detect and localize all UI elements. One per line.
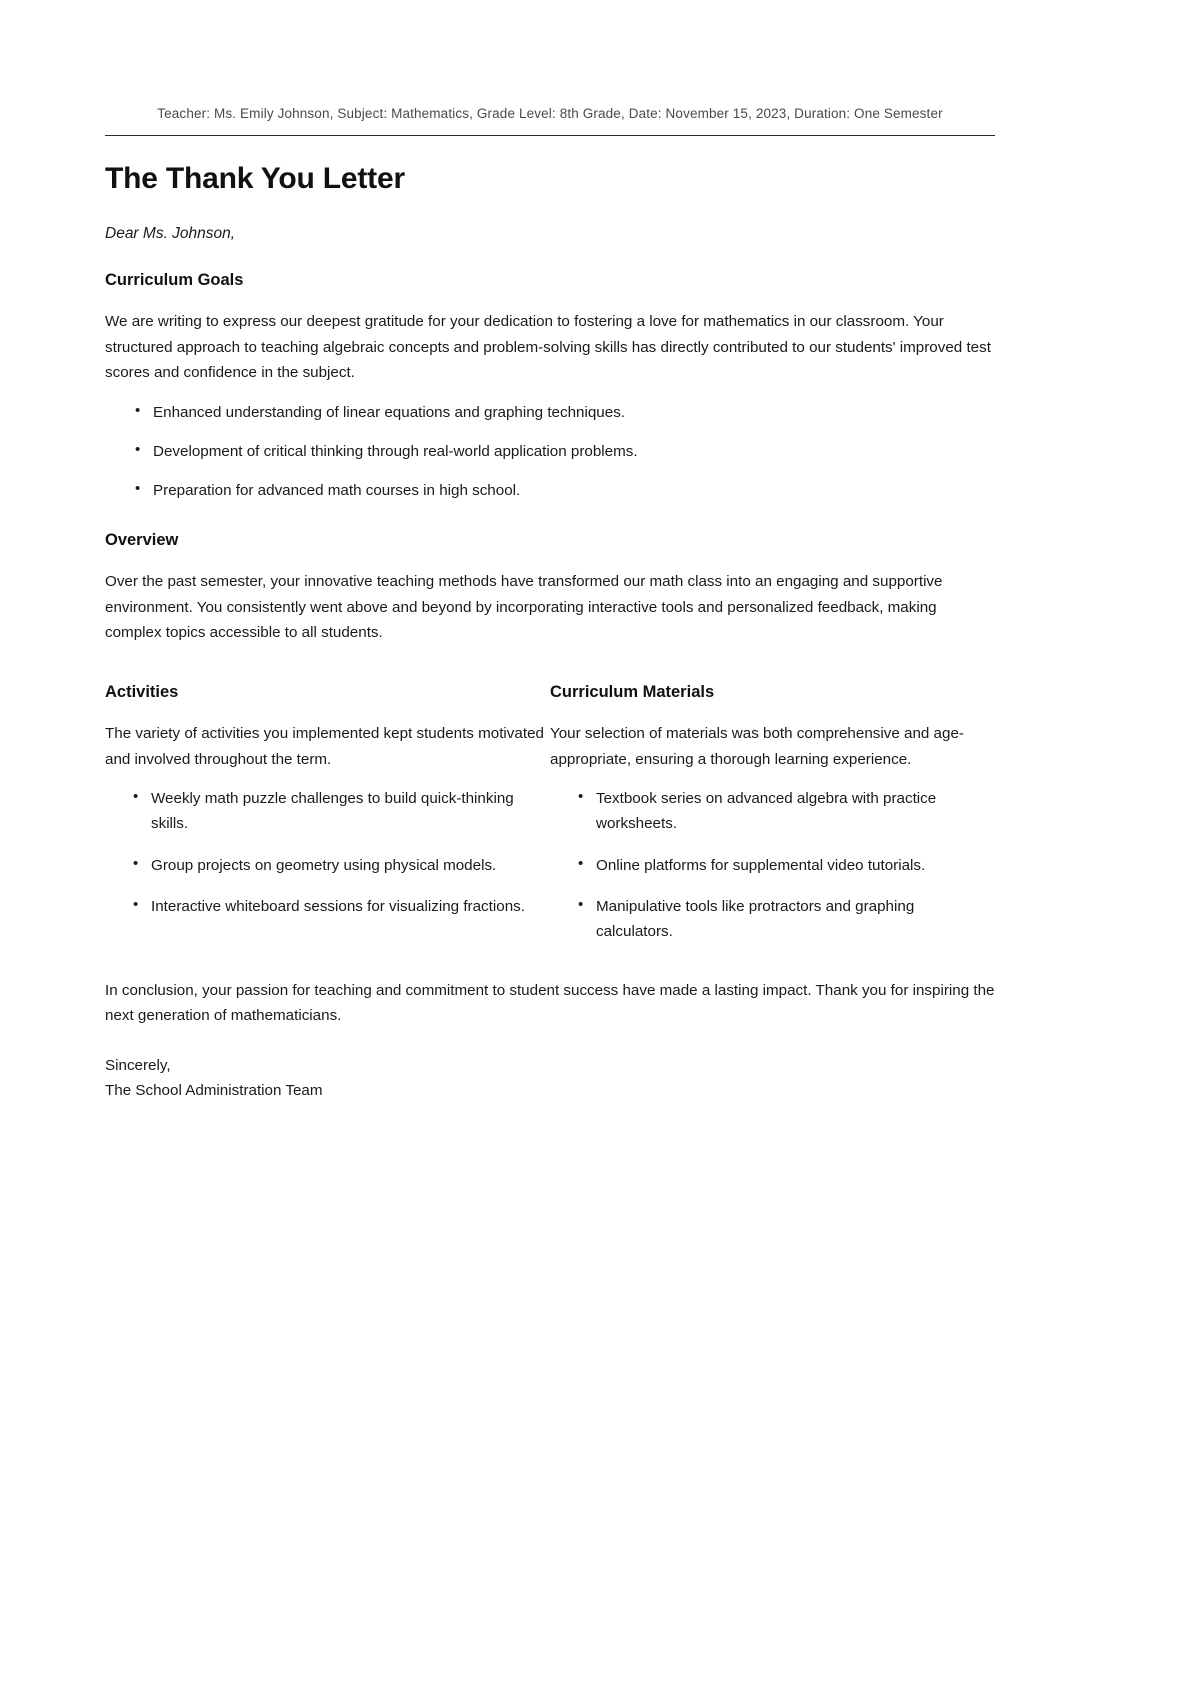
- column-activities: [105, 682, 550, 960]
- list-item: • Online platforms for supplemental video tutorials.: [578, 853, 995, 878]
- section-paragraph-curriculum-materials: Your selection of materials was both comprehensive and age-appropriate, ensuring a thorough learning experience.: [550, 725, 964, 768]
- list-item: • Manipulative tools like protractors and graphing calculators.: [578, 894, 995, 944]
- two-column-section: [105, 682, 995, 960]
- list-item: • Enhanced understanding of linear equations and graphing techniques.: [135, 400, 995, 425]
- bullet-list-curriculum-goals: [105, 400, 995, 503]
- sign-off-signer: The School Administration Team: [105, 1082, 323, 1100]
- column-curriculum-materials: [550, 682, 995, 960]
- list-item: • Textbook series on advanced algebra with practice worksheets.: [578, 786, 995, 836]
- section-heading-activities: Activities: [105, 682, 179, 701]
- section-heading-curriculum-materials: Curriculum Materials: [550, 682, 715, 701]
- list-item: • Interactive whiteboard sessions for visualizing fractions.: [133, 894, 550, 919]
- bullet-list-activities: [105, 786, 550, 918]
- section-paragraph-activities: The variety of activities you implemented kept students motivated and involved throughout the term.: [105, 725, 544, 768]
- document-content: [105, 0, 995, 1104]
- list-item: • Development of critical thinking through real-world application problems.: [135, 439, 995, 464]
- bullet-list-curriculum-materials: [550, 786, 995, 943]
- list-item: • Weekly math puzzle challenges to build quick-thinking skills.: [133, 786, 550, 836]
- document-metadata-line: Teacher: Ms. Emily Johnson, Subject: Mathematics, Grade Level: 8th Grade, Date: November 15, 2023, Duration: One Semester: [157, 106, 943, 121]
- section-heading-curriculum-goals: Curriculum Goals: [105, 270, 244, 289]
- salutation: Dear Ms. Johnson,: [105, 224, 236, 242]
- header-divider: [105, 135, 995, 136]
- list-item: • Preparation for advanced math courses in high school.: [135, 478, 995, 503]
- section-paragraph-curriculum-goals: We are writing to express our deepest gratitude for your dedication to fostering a love for mathematics in our classroom. Your structured approach to teaching algebraic concepts and problem-solving skills has directly contributed to our students' improved test scores and confidence in the subject.: [105, 312, 991, 382]
- page-title: The Thank You Letter: [105, 161, 405, 195]
- sign-off-closing: Sincerely,: [105, 1056, 171, 1074]
- list-item: • Group projects on geometry using physical models.: [133, 853, 550, 878]
- conclusion-paragraph: In conclusion, your passion for teaching and commitment to student success have made a lasting impact. Thank you for inspiring the next generation of mathematicians.: [105, 981, 995, 1025]
- section-heading-overview: Overview: [105, 530, 179, 549]
- signature-block: [105, 1053, 995, 1104]
- section-paragraph-overview: Over the past semester, your innovative teaching methods have transformed our math class into an engaging and supportive environment. You consistently went above and beyond by incorporating interactive tools and personalized feedback, making complex topics accessible to all students.: [105, 573, 943, 642]
